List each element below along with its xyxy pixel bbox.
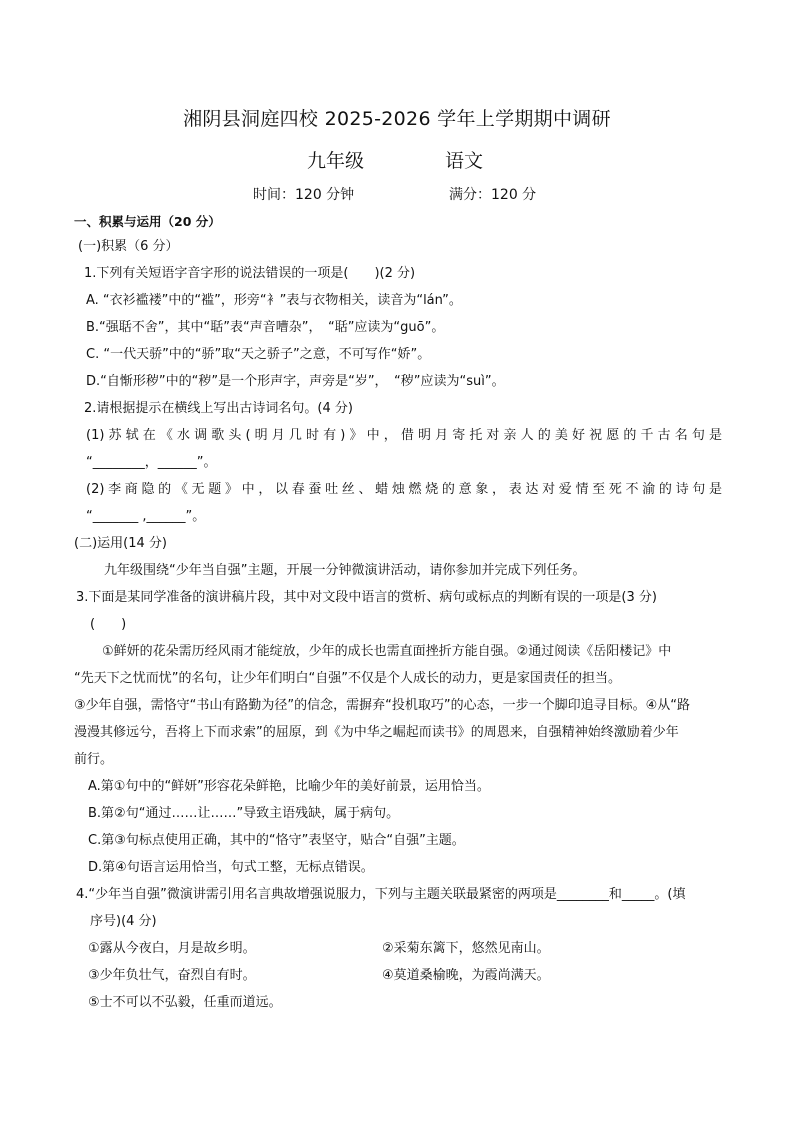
q2-item1-blanks: “________，______”。	[86, 455, 217, 470]
q4-option-4: ④莫道桑榆晚，为霞尚满天。	[382, 968, 550, 983]
q1-option-d: D.“自惭形秽”中的“秽”是一个形声字，声旁是“岁”， “秽”应读为“suì”。	[86, 374, 505, 389]
q4-option-5: ⑤士不可以不弘毅，任重而道远。	[88, 995, 282, 1010]
q4-stem-line1: 4.“少年当自强”微演讲需引用名言典故增强说服力，下列与主题关联最紧密的两项是________和_____。(填	[76, 887, 686, 902]
time-limit: 时间：120 分钟	[253, 187, 355, 203]
q2-item1-line1: (1)苏轼在《水调歌头(明月几时有)》中，借明月寄托对亲人的美好祝愿的千古名句是	[86, 428, 722, 443]
q4-option-3: ③少年负壮气，奋烈自有时。	[88, 968, 256, 983]
full-score: 满分：120 分	[449, 187, 537, 203]
q2-item2-blanks: “_______ ,______”。	[86, 509, 206, 524]
q4-stem-line2: 序号)(4 分)	[90, 914, 157, 929]
q3-passage-line2: “先天下之忧而忧”的名句，让少年们明白“自强”不仅是个人成长的动力，更是家国责任的担当。	[74, 671, 621, 686]
q1-option-a: A. “衣衫褴褛”中的“褴”，形旁“衤”表与衣物相关，读音为“lán”。	[86, 293, 462, 308]
q3-answer-paren: ( )	[90, 617, 127, 632]
q2-item2-line1: (2)李商隐的《无题》中，以春蚕吐丝、蜡烛燃烧的意象，表达对爱情至死不渝的诗句是	[86, 482, 722, 497]
exam-title: 湘阴县洞庭四校 2025-2026 学年上学期期中调研	[183, 108, 611, 130]
q4-option-2: ②采菊东篱下，悠然见南山。	[382, 941, 550, 956]
q3-passage-line5: 前行。	[74, 752, 114, 767]
part2-heading: (二)运用(14 分)	[74, 536, 167, 551]
q4-option-1: ①露从今夜白，月是故乡明。	[88, 941, 256, 956]
grade-label: 九年级	[307, 150, 365, 172]
q1-option-c: C. “一代天骄”中的“骄”取“天之骄子”之意，不可写作“娇”。	[86, 347, 431, 362]
q3-passage-line3: ③少年自强，需恪守“书山有路勤为径”的信念，需摒弃“投机取巧”的心态，一步一个脚印追寻目标。④从“路	[74, 698, 690, 713]
q2-stem: 2.请根据提示在横线上写出古诗词名句。(4 分)	[84, 401, 353, 416]
grade-subject-line	[0, 146, 794, 172]
q3-option-a: A.第①句中的“鲜妍”形容花朵鲜艳，比喻少年的美好前景，运用恰当。	[88, 779, 490, 794]
q1-option-b: B.“强聒不舍”，其中“聒”表“声音嘈杂”， “聒”应读为“guō”。	[86, 320, 445, 335]
q3-option-c: C.第③句标点使用正确，其中的“恪守”表坚守，贴合“自强”主题。	[88, 833, 465, 848]
q1-stem: 1.下列有关短语字音字形的说法错误的一项是( )(2 分)	[84, 266, 416, 281]
q3-option-d: D.第④句语言运用恰当，句式工整，无标点错误。	[88, 860, 374, 875]
subject-label: 语文	[445, 150, 484, 172]
task-intro: 九年级围绕“少年当自强”主题，开展一分钟微演讲活动，请你参加并完成下列任务。	[104, 563, 586, 578]
q3-passage-line4: 漫漫其修远兮，吾将上下而求索”的屈原，到《为中华之崛起而读书》的周恩来，自强精神始终激励着少年	[74, 725, 679, 740]
q3-stem: 3.下面是某同学准备的演讲稿片段，其中对文段中语言的赏析、病句或标点的判断有误的一项是(3 分)	[76, 590, 657, 605]
q3-option-b: B.第②句“通过……让……”导致主语残缺，属于病句。	[88, 806, 400, 821]
part1-heading: (一)积累（6 分）	[78, 239, 179, 254]
section-heading: 一、积累与运用（20 分）	[74, 214, 221, 229]
q3-passage-line1: ①鲜妍的花朵需历经风雨才能绽放，少年的成长也需直面挫折方能自强。②通过阅读《岳阳楼记》中	[102, 644, 672, 659]
